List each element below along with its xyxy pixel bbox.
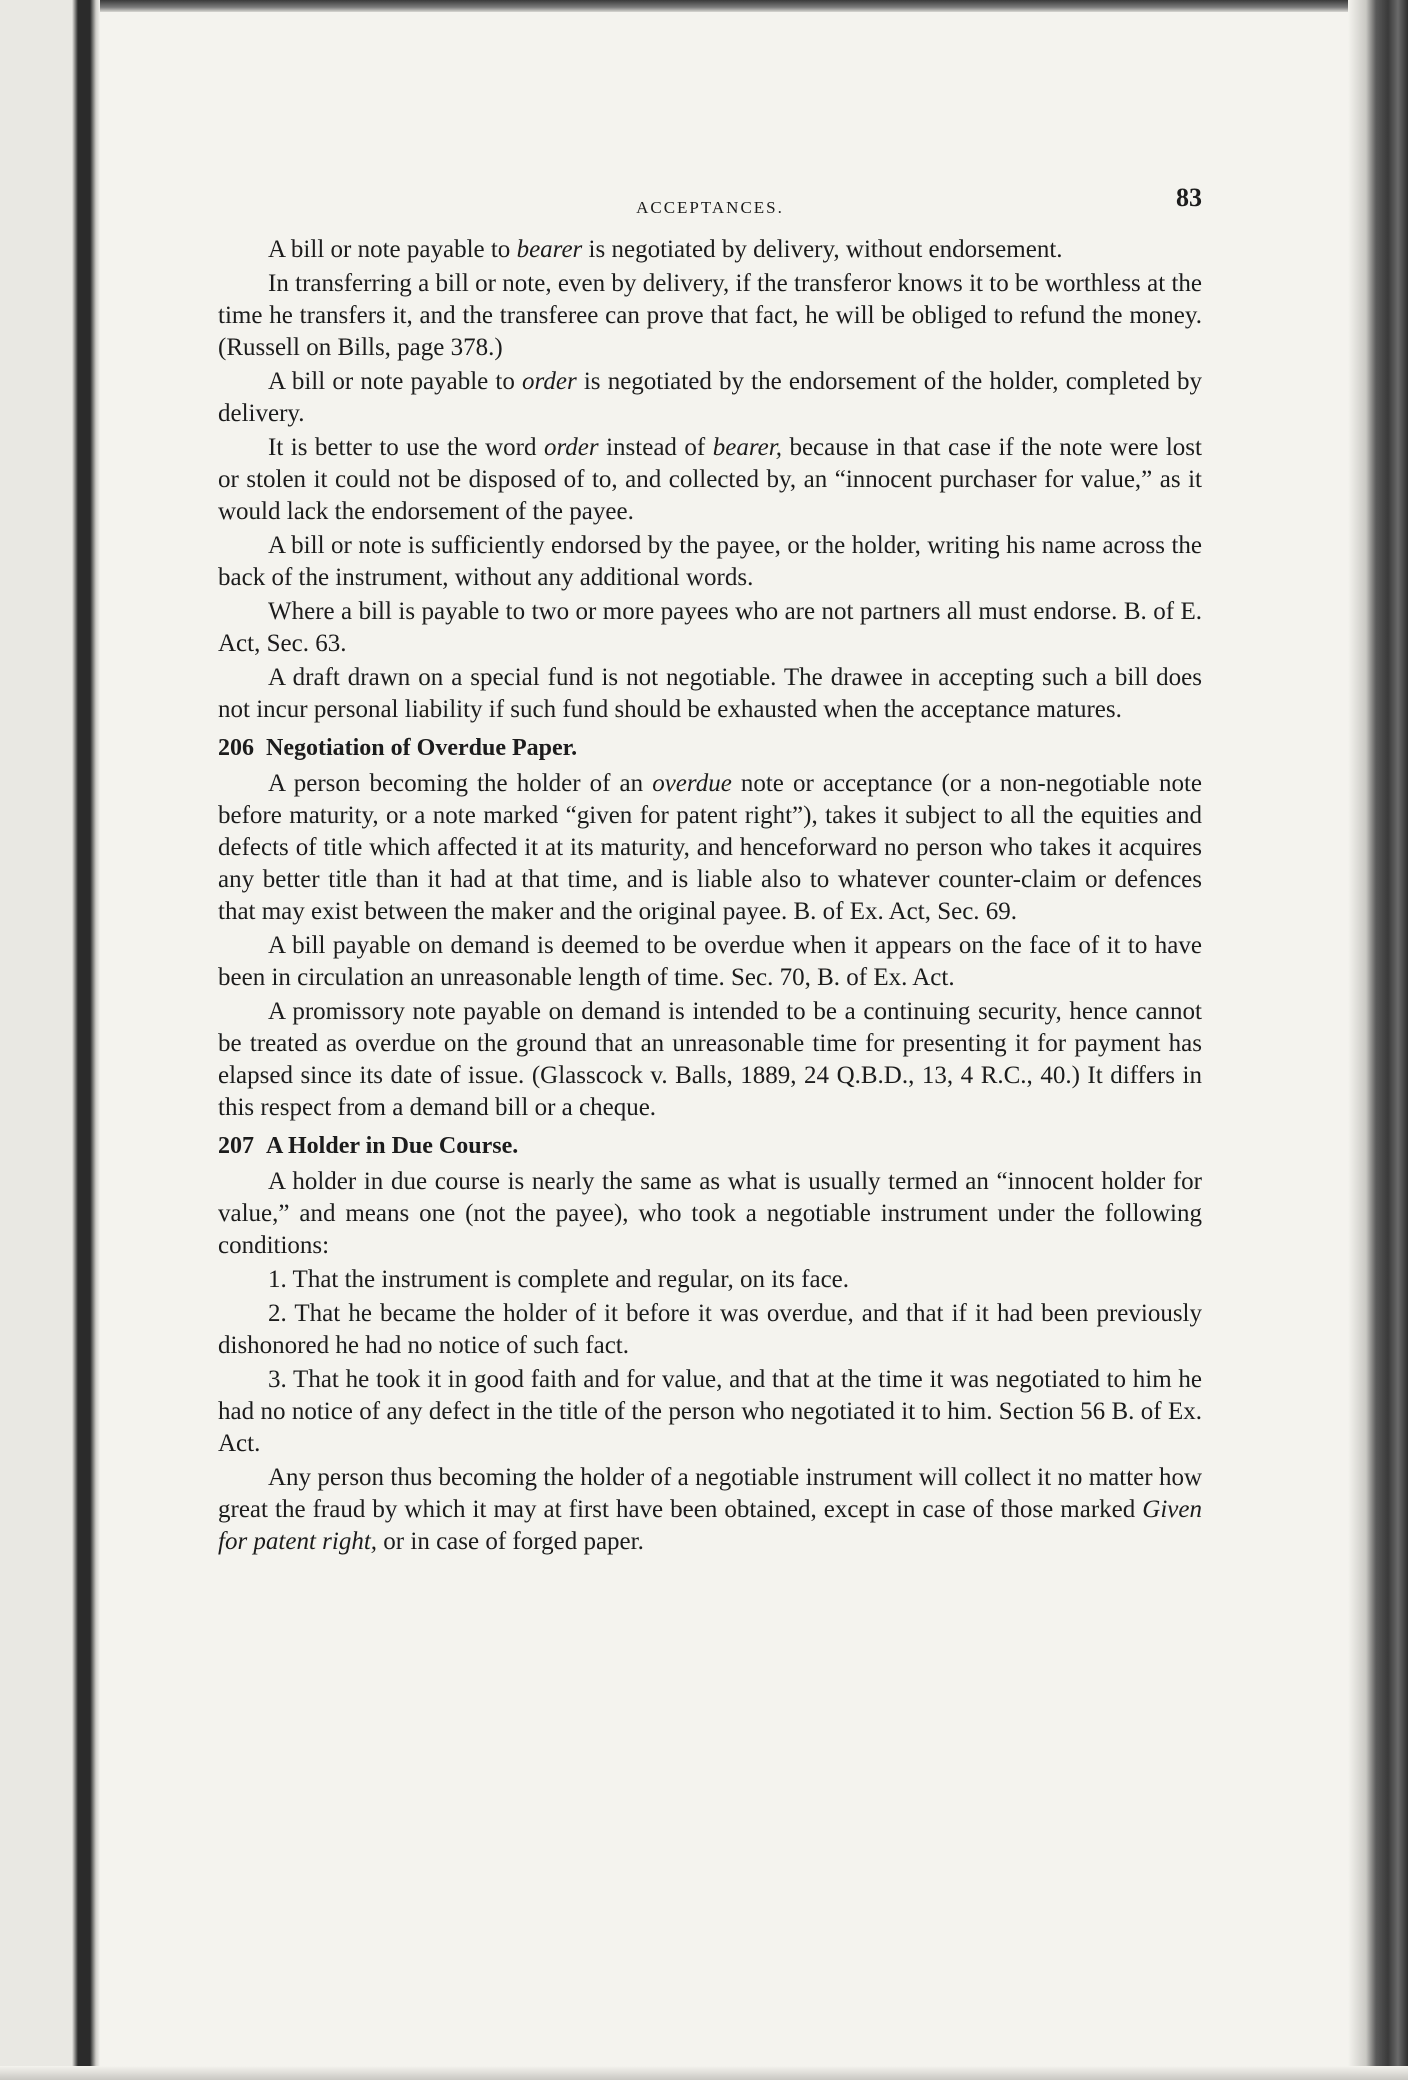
running-title: ACCEPTANCES. bbox=[636, 198, 784, 217]
paragraph-promissory-note: A promissory note payable on demand is intended to be a continuing security, hence cannot be treated as overdue on the ground that an unreasonable time for presenting it for payment has elapsed since its date of issue. (Glasscock v. Balls, 1889, 24 Q.B.D., 13, 4 R.C., 40.) It differs in this respect from a demand bill or a cheque. bbox=[218, 998, 1202, 1121]
condition-item-2: 2. That he became the holder of it before it was overdue, and that if it had been previously dishonored he had no notice of such fact. bbox=[218, 1300, 1202, 1359]
section-title: Negotiation of Overdue Paper. bbox=[266, 735, 578, 761]
paragraph-demand-bill: A bill payable on demand is deemed to be overdue when it appears on the face of it to have been in circulation an unreasonable length of time. Sec. 70, B. of Ex. Act. bbox=[218, 932, 1202, 991]
condition-item-1: 1. That the instrument is complete and regular, on its face. bbox=[268, 1266, 850, 1293]
section-title: A Holder in Due Course. bbox=[266, 1133, 519, 1159]
paragraph-order: A bill or note payable to order is negotiated by the endorsement of the holder, completed by delivery. bbox=[218, 368, 1203, 427]
section-number: 206 bbox=[218, 735, 254, 761]
right-scan-edge bbox=[1348, 0, 1408, 2080]
paragraph-holder-intro: A holder in due course is nearly the same as what is usually termed an “innocent holder for value,” and means one (not the payee), who took a negotiable instrument under the following conditions: bbox=[218, 1168, 1202, 1259]
paragraph-bearer: A bill or note payable to bearer is negotiated by delivery, without endorsement. bbox=[268, 236, 1063, 263]
section-206-heading bbox=[218, 732, 1202, 764]
section-207-heading bbox=[218, 1130, 1202, 1162]
paragraph-better-order: It is better to use the word order instead of bearer, because in that case if the note were lost or stolen it could not be disposed of to, and collected by, an “innocent purchaser for value,” as it would lack the endorsement of the payee. bbox=[218, 434, 1202, 525]
paragraph-overdue: A person becoming the holder of an overdue note or acceptance (or a non-negotiable note before maturity, or a note marked “given for patent right”), takes it subject to all the equities and defects of title which affected it at its maturity, and henceforward no person who takes it acquires any better title than it had at that time, and is liable also to whatever counter-claim or defences that may exist between the maker and the original payee. B. of Ex. Act, Sec. 69. bbox=[218, 770, 1202, 925]
binding-edge bbox=[0, 0, 100, 2080]
page-content bbox=[218, 180, 1202, 1560]
paragraph-endorsed: A bill or note is sufficiently endorsed by the payee, or the holder, writing his name across the back of the instrument, without any additional words. bbox=[218, 532, 1202, 591]
condition-item-3: 3. That he took it in good faith and for value, and that at the time it was negotiated to him he had no notice of any defect in the title of the person who negotiated it to him. Section 56 B. of Ex. Act. bbox=[218, 1366, 1202, 1457]
paragraph-transferring: In transferring a bill or note, even by delivery, if the transferor knows it to be worthless at the time he transfers it, and the transferee can prove that fact, he will be obliged to refund the money. (Russell on Bills, page 378.) bbox=[218, 270, 1202, 361]
paragraph-closing: Any person thus becoming the holder of a negotiable instrument will collect it no matter how great the fraud by which it may at first have been obtained, except in case of those marked Given for patent right, or in case of forged paper. bbox=[218, 1464, 1202, 1555]
paragraph-two-payees: Where a bill is payable to two or more payees who are not partners all must endorse. B. of E. Act, Sec. 63. bbox=[218, 598, 1202, 657]
running-head bbox=[218, 180, 1202, 220]
section-number: 207 bbox=[218, 1133, 254, 1159]
page-number: 83 bbox=[1176, 183, 1202, 212]
bottom-scan-edge bbox=[0, 2066, 1408, 2080]
paragraph-special-fund: A draft drawn on a special fund is not negotiable. The drawee in accepting such a bill does not incur personal liability if such fund should be exhausted when the acceptance matures. bbox=[218, 664, 1202, 723]
top-scan-edge bbox=[0, 0, 1408, 12]
